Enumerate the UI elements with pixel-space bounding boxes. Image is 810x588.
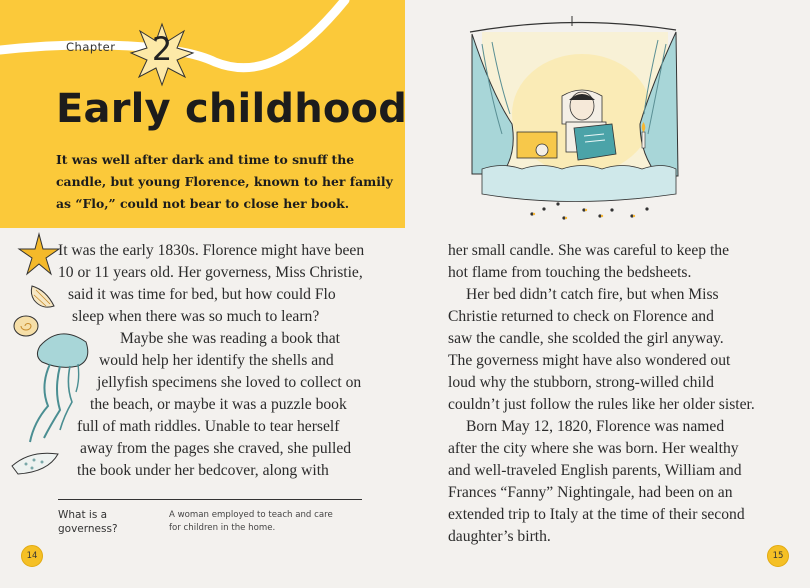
paragraph-line: The governess might have also wondered out <box>448 352 731 369</box>
starfish-icon <box>14 230 64 280</box>
paragraph-line: the beach, or maybe it was a puzzle book <box>90 396 347 413</box>
glossary-divider <box>58 499 362 500</box>
glossary-definition-line: for children in the home. <box>169 522 276 533</box>
glossary-definition-line: A woman employed to teach and care <box>169 510 333 520</box>
paragraph-line: couldn’t just follow the rules like her older sister. <box>448 396 755 413</box>
paragraph-line: daughter’s birth. <box>448 528 551 545</box>
paragraph-line: Born May 12, 1820, Florence was named <box>466 418 725 435</box>
paragraph-line: Her bed didn’t catch fire, but when Miss <box>466 286 719 303</box>
intro-line: It was well after dark and time to snuff the <box>56 152 355 167</box>
paragraph-line: would help her identify the shells and <box>99 352 334 369</box>
paragraph-line: sleep when there was so much to learn? <box>72 308 320 325</box>
paragraph-line: saw the candle, she scolded the girl anyway. <box>448 330 724 347</box>
paragraph-line: It was the early 1830s. Florence might have been <box>58 242 365 259</box>
chapter-label: Chapter <box>66 40 116 54</box>
paragraph-line: jellyfish specimens she loved to collect on <box>97 374 362 391</box>
paragraph-line: full of math riddles. Unable to tear herself <box>77 418 340 435</box>
paragraph-line: after the city where she was born. Her wealthy <box>448 440 739 457</box>
page-number-left: 14 <box>21 545 43 567</box>
page-number-right: 15 <box>767 545 789 567</box>
paragraph-line: Christie returned to check on Florence and <box>448 308 714 325</box>
page-title: Early childhood <box>56 86 408 132</box>
paragraph-line: Maybe she was reading a book that <box>120 330 340 347</box>
glossary-term-line: What is a <box>58 509 108 521</box>
intro-line: candle, but young Florence, known to her family <box>56 174 393 189</box>
paragraph-line: extended trip to Italy at the time of their second <box>448 506 745 523</box>
paragraph-line: loud why the stubborn, strong-willed child <box>448 374 714 391</box>
glossary-term-line: governess? <box>58 523 118 535</box>
chapter-number: 2 <box>151 30 173 68</box>
glossary-definition <box>169 509 333 534</box>
paragraph-line: Frances “Fanny” Nightingale, had been on an <box>448 484 733 501</box>
paragraph-line: 10 or 11 years old. Her governess, Miss Christie, <box>58 264 363 281</box>
intro-line: as “Flo,” could not bear to close her book. <box>56 196 350 211</box>
intro-text <box>56 149 393 215</box>
paragraph-line: her small candle. She was careful to keep the <box>448 242 730 259</box>
conch-shell-icon <box>26 280 60 312</box>
paragraph-line: hot flame from touching the bedsheets. <box>448 264 692 281</box>
glossary-term <box>58 508 118 536</box>
paragraph-line: the book under her bedcover, along with <box>77 462 329 479</box>
cone-shell-icon <box>8 448 62 478</box>
bedroom-illustration <box>462 4 686 226</box>
paragraph-line: away from the pages she craved, she pulled <box>80 440 352 457</box>
paragraph-line: and well-traveled English parents, William and <box>448 462 742 479</box>
paragraph-line: said it was time for bed, but how could Flo <box>68 286 336 303</box>
